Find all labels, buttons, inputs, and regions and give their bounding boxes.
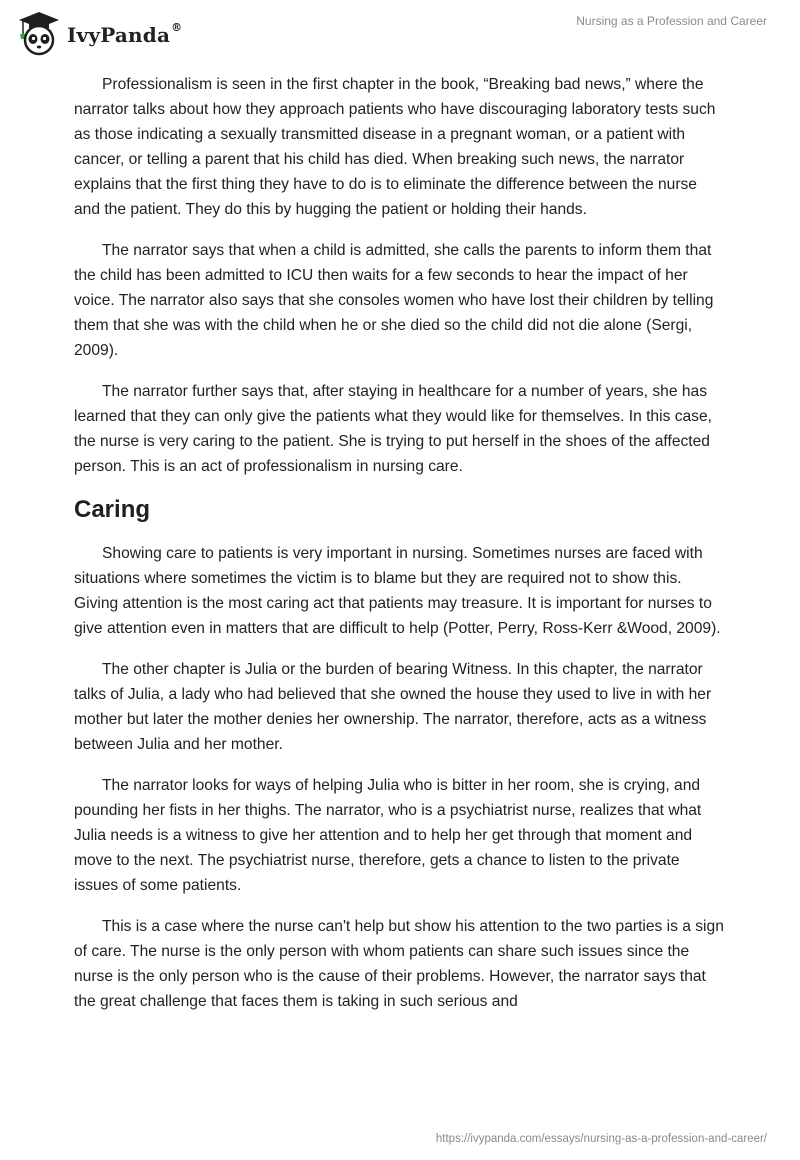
- source-url[interactable]: https://ivypanda.com/essays/nursing-as-a-profession-and-career/: [435, 1133, 767, 1145]
- paragraph: The narrator says that when a child is admitted, she calls the parents to inform them that the child has been admitted to ICU then waits for a few seconds to hear the impact of her voice. The narrator also says that she consoles women who have lost their children by telling them that she was with the child when he or she died so the child did not die alone (Sergi, 2009).: [74, 242, 714, 359]
- section-heading: Caring: [74, 496, 151, 523]
- essay-body: [74, 72, 726, 1030]
- page-header: [0, 0, 800, 66]
- ivypanda-logo[interactable]: [15, 10, 182, 56]
- paragraph: The narrator looks for ways of helping Julia who is bitter in her room, she is crying, and pounding her fists in her thighs. The narrator, who is a psychiatrist nurse, realizes that what Julia needs is a witness to give her attention and to help her get through that moment and move to the next. The psychiatrist nurse, therefore, gets a chance to listen to the private issues of some patients.: [74, 777, 702, 894]
- paragraph: The narrator further says that, after staying in healthcare for a number of years, she has learned that they can only give the patients what they would like for themselves. In this case, the nurse is very caring to the patient. She is trying to put herself in the shoes of the affected person. This is an act of professionalism in nursing care.: [74, 383, 712, 475]
- paragraph: This is a case where the nurse can't help but show his attention to the two parties is a sign of care. The nurse is the only person with whom patients can share such issues since the nurse is the only person who is the cause of their problems. However, the narrator says that the great challenge that faces them is taking in such serious and: [74, 918, 724, 1010]
- paragraph: Showing care to patients is very important in nursing. Sometimes nurses are faced with situations where sometimes the victim is to blame but they are required not to show this. Giving attention is the most caring act that patients may treasure. It is important for nurses to give attention even in matters that are difficult to help (Potter, Perry, Ross-Kerr &Wood, 2009).: [74, 545, 721, 637]
- document-title: Nursing as a Profession and Career: [576, 14, 767, 28]
- brand-name: IvyPanda®: [67, 21, 183, 47]
- paragraph: The other chapter is Julia or the burden of bearing Witness. In this chapter, the narrator talks of Julia, a lady who had believed that she owned the house they used to live in with her mother but later the mother denies her ownership. The narrator, therefore, acts as a witness between Julia and her mother.: [74, 661, 712, 753]
- panda-graduate-icon: [15, 10, 63, 56]
- paragraph: Professionalism is seen in the first chapter in the book, “Breaking bad news,” where the narrator talks about how they approach patients who have discouraging laboratory tests such as those indicating a sexually transmitted disease in a pregnant woman, or a patient with cancer, or telling a parent that his child has died. When breaking such news, the narrator explains that the first thing they have to do is to eliminate the difference between the nurse and the patient. They do this by hugging the patient or holding their hands.: [74, 76, 716, 218]
